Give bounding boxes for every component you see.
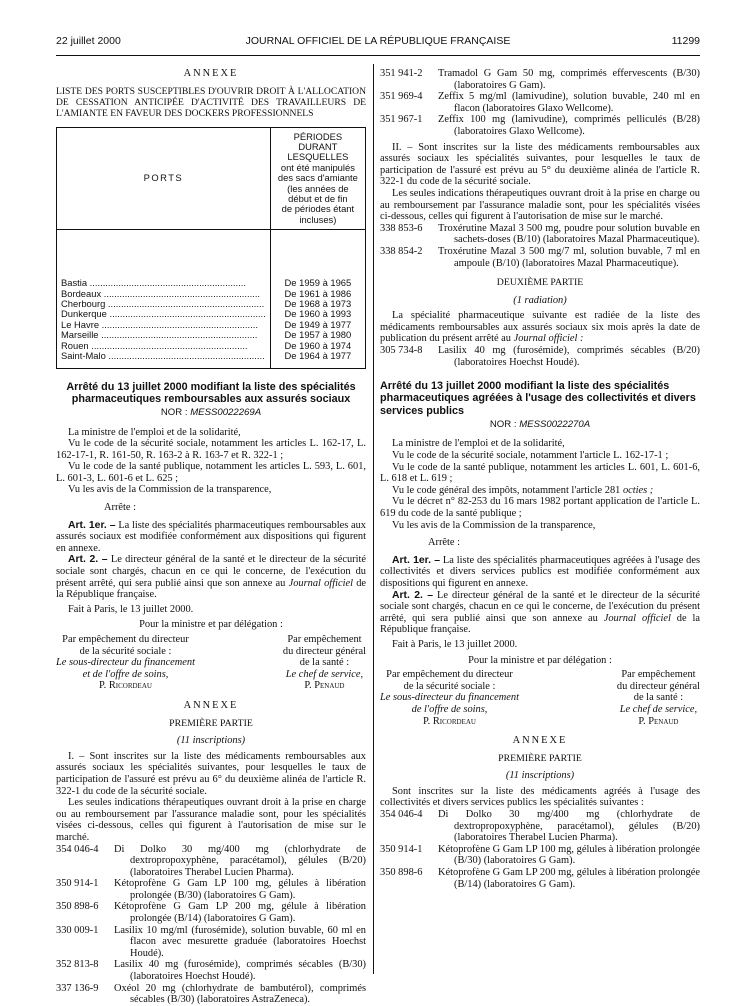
header-rule <box>56 55 700 56</box>
medication-entry: 338 853-6 Troxérutine Mazal 3 500 mg, poudre pour solution buvable en sachets-doses (B/10) (laboratoires Mazal Pharmaceutique). <box>380 222 700 246</box>
annexe-heading: ANNEXE <box>512 735 568 747</box>
indications-paragraph: Les seules indications thérapeutiques ouvrant droit à la prise en charge ou au remboursement par l'assurance maladie sont, pour les spécialités visées ci-dessous, celles qui figurent à l'autorisation de mise sur le marché. <box>56 797 366 843</box>
annexe-heading: ANNEXE <box>183 699 239 711</box>
inscription-paragraph: Sont inscrites sur la liste des médicaments agréés à l'usage des collectivités et divers services publics les spécialités suivantes : <box>380 785 700 809</box>
signature-left: Par empêchement du directeur de la sécurité sociale : Le sous-directeur du financement et de l'offre de soins, P. Ricordeau <box>56 634 195 692</box>
medication-entry: 351 967-1 Zeffix 100 mg (lamivudine), comprimés pelliculés (B/28) (laboratoires Glaxo Wellcome). <box>380 114 700 137</box>
part-heading: PREMIÈRE PARTIE <box>498 752 582 764</box>
signature-left: Par empêchement du directeur de la sécurité sociale : Le sous-directeur du financement de l'offre de soins, P. Ricordeau <box>380 669 519 727</box>
port-name: Cherbourg ..... <box>61 299 266 309</box>
medication-entry: 338 854-2 Troxérutine Mazal 3 500 mg/7 ml, solution buvable, 7 ml en ampoule (B/10) (laboratoires Mazal Pharmaceutique). <box>380 245 700 269</box>
part-heading: PREMIÈRE PARTIE <box>169 717 253 729</box>
vu-paragraph: Vu le code de la santé publique, notamment les articles L. 601, L. 601-6, L. 618 et L. 619 ; <box>380 461 700 485</box>
page-header <box>56 36 700 50</box>
ports-table <box>56 127 366 369</box>
port-period: De 1960 à 1993 <box>284 308 352 320</box>
column-divider <box>373 64 374 974</box>
port-name: Bastia ..... <box>61 278 266 288</box>
arrete-title: Arrêté du 13 juillet 2000 modifiant la liste des spécialités pharmaceutiques remboursables aux assurés sociaux <box>66 380 356 405</box>
port-name: Bordeaux ..... <box>61 289 266 299</box>
medication-entry: 351 941-2 Tramadol G Gam 50 mg, comprimés effervescents (B/30) (laboratoires G Gam). <box>380 68 700 91</box>
arrete-title: Arrêté du 13 juillet 2000 modifiant la liste des spécialités pharmaceutiques agréées à l'usage des collectivités et divers services publics <box>380 380 696 417</box>
ministre-line: La ministre de l'emploi et de la solidarité, <box>392 438 565 450</box>
part-heading: DEUXIÈME PARTIE <box>496 277 584 289</box>
medication-entry: 330 009-1 Lasilix 10 mg/ml (furosémide), solution buvable, 60 ml en flacon avec mesurette graduée (laboratoires Hoechst Houdé). <box>56 924 366 959</box>
vu-paragraph: Vu le code de la santé publique, notamment les articles L. 593, L. 601, L. 601-3, L. 601-6 et L. 625 ; <box>56 461 366 484</box>
medication-entry: 350 898-6 Kétoprofène G Gam LP 200 mg, gélules à libération prolongée (B/14) (laboratoires G Gam). <box>380 867 700 890</box>
right-column <box>380 64 700 890</box>
port-period: De 1949 à 1977 <box>284 318 352 330</box>
medication-entry: 354 046-4 Di Dolko 30 mg/400 mg (chlorhydrate de dextropropoxyphène, paracétamol), gélules (B/20) (laboratoires Therabel Lucien Pharma). <box>56 843 366 878</box>
port-name: Le Havre ..... <box>61 320 266 330</box>
fait-a-paris: Fait à Paris, le 13 juillet 2000. <box>68 603 194 615</box>
vu-paragraph: Vu les avis de la Commission de la transparence, <box>392 519 596 531</box>
arrete-word: Arrête : <box>104 502 137 514</box>
article-2: Art. 2. – Le directeur général de la santé et le directeur de la sécurité sociale sont chargés, chacun en ce qui le concerne, de l'exécution du présent arrêté, qui sera publié ainsi que son annexe au Journal officiel de la République française. <box>56 554 366 601</box>
port-name: Dunkerque ..... <box>61 309 266 319</box>
section-II-paragraph: II. – Sont inscrites sur la liste des médicaments remboursables aux assurés sociaux les spécialités suivantes, pour lesquelles le taux de participation de l'assuré est prévu au 5° du deuxième alinéa de l'article R. 322-1 du code de la sécurité sociale. <box>380 141 700 188</box>
section-I-paragraph: I. – Sont inscrites sur la liste des médicaments remboursables aux assurés sociaux les spécialités suivantes, pour lesquelles le taux de participation de l'assuré est prévu au 6° du deuxième alinéa de l'article R. 322-1 du code de la sécurité sociale. <box>56 750 366 797</box>
article-1: Art. 1er. – La liste des spécialités pharmaceutiques agréées à l'usage des collectivités et divers services publics est modifiée conformément aux dispositions qui figurent en annexe. <box>380 554 700 589</box>
medication-entry: 352 813-8 Lasilix 40 mg (furosémide), comprimés sécables (B/30) (laboratoires Hoechst Houdé). <box>56 959 366 983</box>
radiation-count: (1 radiation) <box>513 294 567 306</box>
ministre-line: La ministre de l'emploi et de la solidarité, <box>68 426 241 438</box>
left-column <box>56 64 366 1006</box>
port-period: De 1961 à 1986 <box>284 287 352 299</box>
fait-a-paris: Fait à Paris, le 13 juillet 2000. <box>392 638 518 650</box>
medication-entry: 350 914-1 Kétoprofène G Gam LP 100 mg, gélules à libération prolongée (B/30) (laboratoires G Gam). <box>380 843 700 867</box>
radiation-paragraph: La spécialité pharmaceutique suivante est radiée de la liste des médicaments remboursables aux assurés sociaux six mois après la date de publication du présent arrêté au Journal officiel : <box>380 310 700 345</box>
vu-paragraph: Vu le code de la sécurité sociale, notamment les articles L. 162-17, L. 162-17-1, R. 161-50, R. 163-2 à R. 163-7 et R. 322-1 ; <box>56 438 366 461</box>
signature-right: Par empêchement du directeur général de la santé : Le chef de service, P. Penaud <box>616 669 700 727</box>
inscriptions-count: (11 inscriptions) <box>505 770 575 782</box>
vu-paragraph: Vu le code de la sécurité sociale, notamment l'article L. 162-17-1 ; <box>392 450 669 462</box>
periods-cell <box>270 230 365 368</box>
arrete-word: Arrête : <box>428 537 461 549</box>
ports-cell <box>57 230 271 368</box>
indications-paragraph: Les seules indications thérapeutiques ouvrant droit à la prise en charge ou au remboursement par l'assurance maladie sont, pour les spécialités visées ci-dessous, celles qui figurent à l'autorisation de mise sur le marché. <box>380 187 700 223</box>
signature-right: Par empêchement du directeur général de la santé : Le chef de service, P. Penaud <box>282 634 366 692</box>
periods-column-header: PÉRIODES DURANT LESQUELLES ont été manipulés des sacs d'amiante (les années de début et de fin de périodes étant incluses) <box>270 127 365 230</box>
page-number: 11299 <box>671 35 700 47</box>
port-period: De 1960 à 1974 <box>284 339 352 351</box>
issue-date: 22 juillet 2000 <box>56 35 121 47</box>
ports-list-title: LISTE DES PORTS SUSCEPTIBLES D'OUVRIR DROIT À L'ALLOCATION DE CESSATION ANTICIPÉE D'ACTIVITÉ DES TRAVAILLEURS DE L'AMIANTE EN FAVEUR DES DOCKERS PROFESSIONNELS <box>56 85 366 119</box>
medication-entry: 350 914-1 Kétoprofène G Gam LP 100 mg, gélules à libération prolongée (B/30) (laboratoires G Gam). <box>56 878 366 901</box>
article-2: Art. 2. – Le directeur général de la santé et le directeur de la sécurité sociale sont chargés, chacun en ce qui le concerne, de l'exécution du présent arrêté, qui sera publié ainsi que son annexe au Journal officiel de la République française. <box>380 589 700 636</box>
delegation-line: Pour la ministre et par délégation : <box>139 619 283 631</box>
port-period: De 1959 à 1965 <box>284 277 352 289</box>
article-1: Art. 1er. – La liste des spécialités pharmaceutiques remboursables aux assurés sociaux est modifiée conformément aux dispositions qui figurent en annexe. <box>56 519 366 554</box>
ports-column-header: PORTS <box>57 127 271 230</box>
journal-title: JOURNAL OFFICIEL DE LA RÉPUBLIQUE FRANÇAISE <box>245 35 511 47</box>
inscriptions-count: (11 inscriptions) <box>176 735 246 747</box>
port-period: De 1957 à 1980 <box>284 329 352 341</box>
port-name: Rouen ..... <box>61 341 266 351</box>
port-name: Marseille ..... <box>61 330 266 340</box>
port-name: Saint-Malo ..... <box>61 351 266 361</box>
medication-entry: 351 969-4 Zeffix 5 mg/ml (lamivudine), solution buvable, 240 ml en flacon (laboratoires Glaxo Wellcome). <box>380 91 700 114</box>
signature-block <box>56 634 366 692</box>
port-period: De 1968 à 1973 <box>284 298 352 310</box>
nor-reference: NOR : MESS0022270A <box>489 418 591 430</box>
medication-entry: 354 046-4 Di Dolko 30 mg/400 mg (chlorhydrate de dextropropoxyphène, paracétamol), gélules (B/20) (laboratoires Therabel Lucien Pharma). <box>380 809 700 844</box>
medication-entry: 305 734-8 Lasilix 40 mg (furosémide), comprimés sécables (B/20) (laboratoires Hoechst Houdé). <box>380 345 700 368</box>
vu-paragraph: Vu les avis de la Commission de la transparence, <box>68 484 272 496</box>
vu-paragraph: Vu le décret n° 82-253 du 16 mars 1982 portant application de l'article L. 619 du code de la santé publique ; <box>380 496 700 520</box>
signature-block <box>380 669 700 727</box>
nor-reference: NOR : MESS0022269A <box>160 406 262 418</box>
medication-entry: 350 898-6 Kétoprofène G Gam LP 200 mg, gélule à libération prolongée (B/14) (laboratoires G Gam). <box>56 901 366 925</box>
delegation-line: Pour la ministre et par délégation : <box>468 654 612 666</box>
port-period: De 1964 à 1977 <box>284 350 352 362</box>
annexe-heading: ANNEXE <box>183 68 239 79</box>
medication-entry: 337 136-9 Oxéol 20 mg (chlorhydrate de bambutérol), comprimés sécables (B/30) (laboratoires AstraZeneca). <box>56 982 366 1006</box>
vu-paragraph: Vu le code général des impôts, notamment l'article 281 octies ; <box>392 484 654 496</box>
